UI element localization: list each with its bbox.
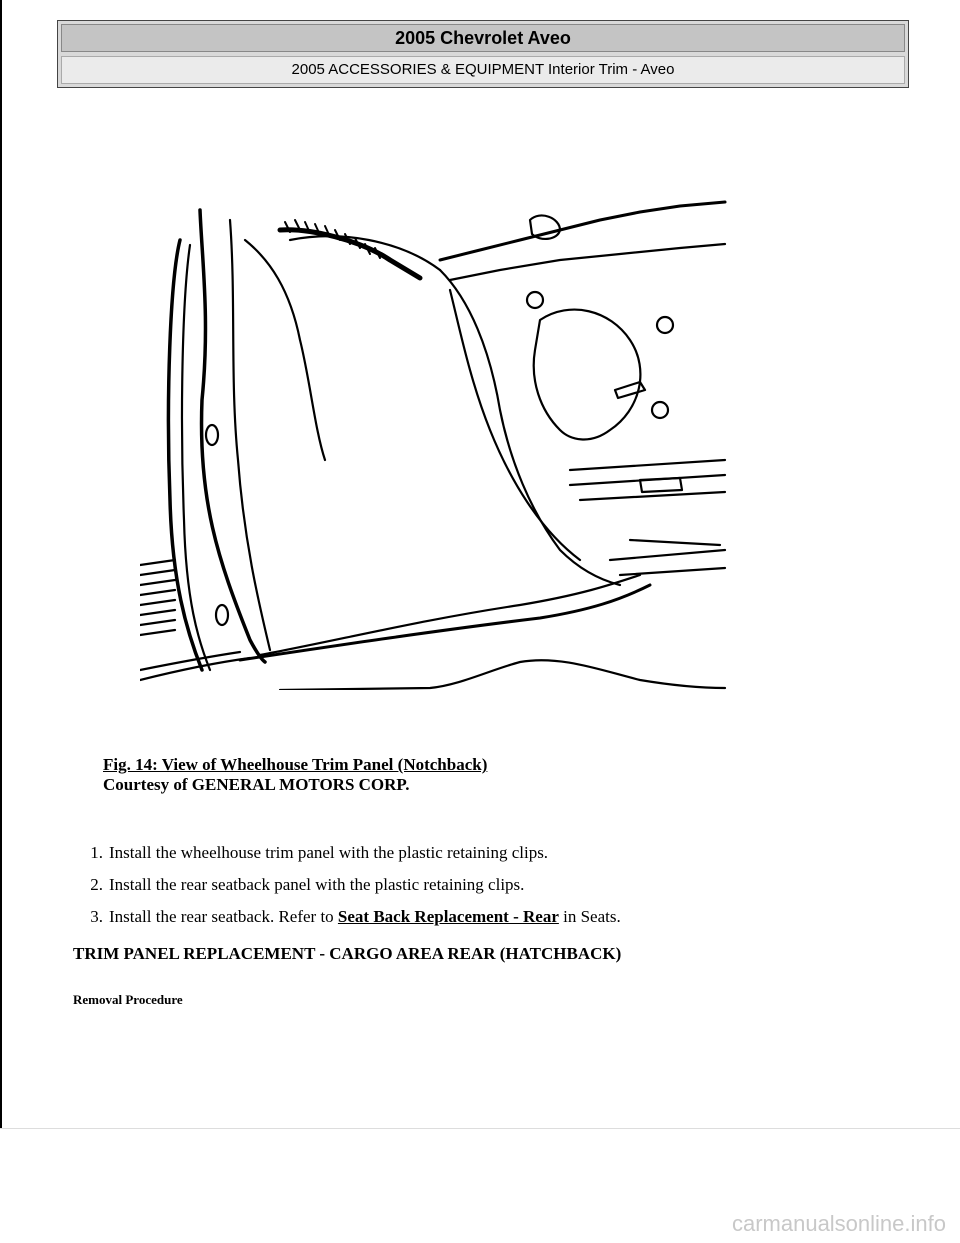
page-footer — [0, 1128, 960, 1243]
subheading: Removal Procedure — [73, 992, 183, 1007]
step-item — [73, 907, 621, 939]
wheelhouse-trim-panel-illustration — [140, 200, 730, 690]
site-watermark: carmanualsonline.info — [731, 1211, 946, 1236]
step-text: Install the rear seatback. Refer to — [109, 907, 338, 926]
step-text: Install the wheelhouse trim panel with the plastic retaining clips. — [109, 843, 549, 862]
figure-caption — [103, 755, 487, 795]
figure-caption-credit: Courtesy of GENERAL MOTORS CORP. — [103, 775, 410, 794]
header-subtitle: 2005 ACCESSORIES & EQUIPMENT Interior Trim - Aveo — [61, 56, 905, 84]
step-number: 1. — [90, 843, 103, 862]
step-text-suffix: in Seats. — [558, 907, 621, 926]
step-text: Install the rear seatback panel with the plastic retaining clips. — [109, 875, 525, 894]
step-item — [73, 875, 621, 907]
step-number: 3. — [90, 907, 103, 926]
seat-back-replacement-link[interactable]: Seat Back Replacement - Rear — [337, 907, 559, 926]
section-heading: TRIM PANEL REPLACEMENT - CARGO AREA REAR (HATCHBACK) — [73, 944, 622, 963]
page-header — [57, 20, 909, 88]
procedure-steps — [73, 843, 621, 939]
step-item — [73, 843, 621, 875]
step-number: 2. — [90, 875, 103, 894]
header-title: 2005 Chevrolet Aveo — [61, 24, 905, 52]
page-left-border — [0, 0, 2, 1128]
figure-caption-title: Fig. 14: View of Wheelhouse Trim Panel (Notchback) — [103, 755, 488, 774]
